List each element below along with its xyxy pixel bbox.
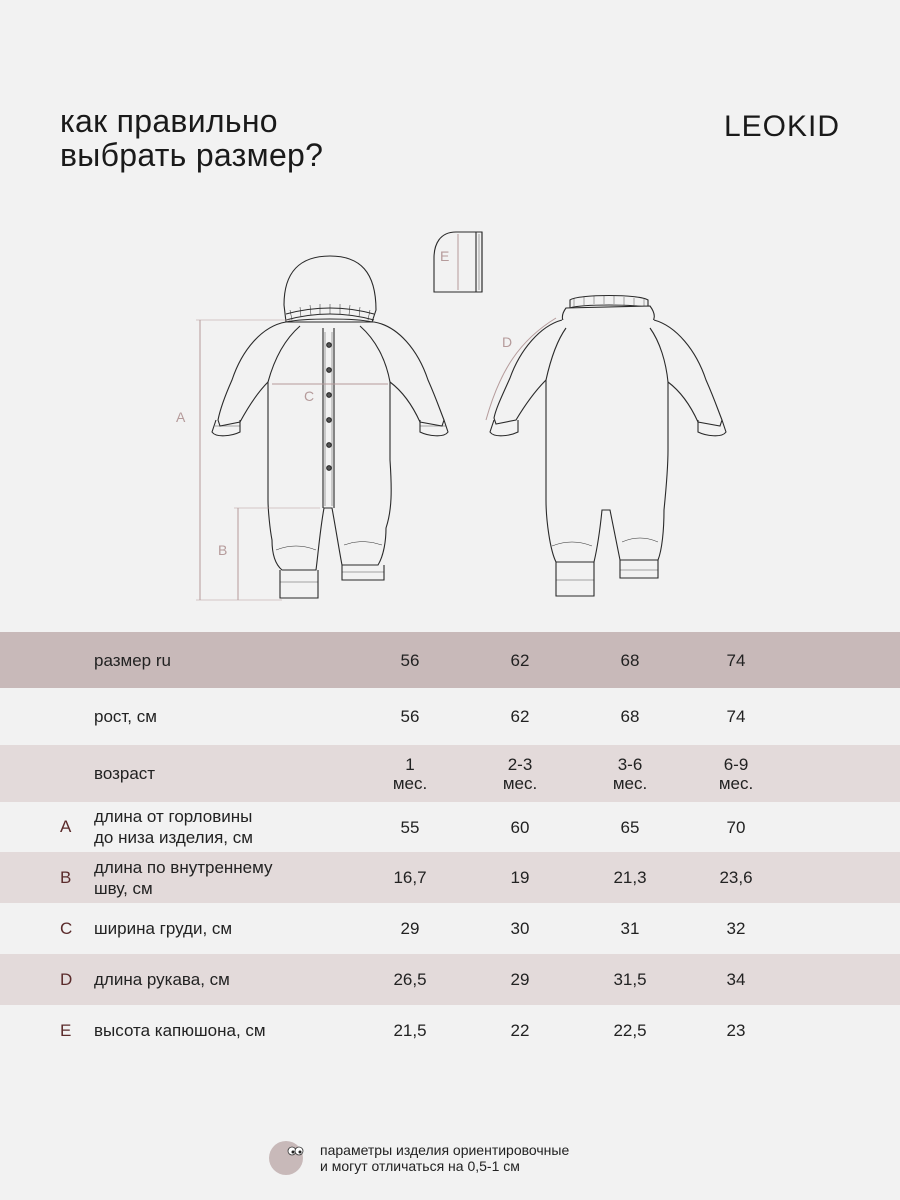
table-cell: 6-9 мес.	[718, 754, 754, 793]
jumpsuit-back-drawing	[490, 296, 726, 597]
table-cell: 22	[510, 1021, 530, 1040]
table-cell: 65	[620, 817, 640, 837]
table-cell: 19	[510, 868, 530, 887]
table-cell: 22,5	[613, 1021, 647, 1040]
label-e: E	[440, 248, 450, 264]
table-cell: 74	[726, 650, 746, 670]
row-letter: A	[60, 817, 72, 836]
table-row	[0, 632, 900, 688]
table-cell: 26,5	[393, 970, 427, 989]
table-cell: 68	[620, 650, 640, 670]
table-cell: 74	[726, 707, 746, 726]
table-cell: 21,3	[613, 868, 647, 887]
table-cell: 55	[400, 817, 420, 837]
table-cell: 16,7	[393, 868, 427, 887]
jumpsuit-front-drawing	[212, 256, 448, 598]
table-cell: 31	[620, 919, 640, 938]
row-letter: D	[60, 969, 73, 989]
brand-logo: LEOKID	[723, 110, 840, 143]
page-title-line2: выбрать размер?	[60, 137, 324, 173]
table-row	[0, 852, 900, 903]
table-cell: 56	[400, 707, 420, 726]
table-cell: 60	[510, 817, 530, 837]
row-label: размер ru	[94, 650, 171, 670]
footer-note-line1: параметры изделия ориентировочные	[320, 1142, 570, 1158]
table-cell: 3-6 мес.	[612, 754, 648, 793]
row-label: длина от горловины до низа изделия, см	[94, 807, 253, 847]
jumpsuit-illustration	[0, 210, 900, 610]
footer-note	[320, 1142, 569, 1174]
table-cell: 29	[510, 970, 530, 989]
row-letter: C	[60, 918, 73, 938]
leopard-mascot-icon	[268, 1138, 308, 1178]
label-a: A	[176, 409, 186, 425]
table-row	[0, 745, 900, 802]
label-c: C	[304, 388, 315, 404]
row-letter: E	[60, 1020, 72, 1040]
table-cell: 30	[510, 919, 530, 938]
row-label: рост, см	[94, 707, 157, 726]
row-label: высота капюшона, см	[94, 1021, 266, 1040]
table-cell: 21,5	[393, 1021, 427, 1040]
table-row	[0, 954, 900, 1005]
table-row	[0, 903, 900, 954]
table-cell: 2-3 мес.	[502, 754, 538, 793]
row-label: длина рукава, см	[94, 970, 230, 989]
table-row	[0, 1005, 900, 1056]
footer-note-line2: и могут отличаться на 0,5-1 см	[320, 1158, 520, 1174]
row-label: возраст	[94, 764, 156, 783]
table-cell: 70	[726, 817, 746, 837]
table-cell: 23	[726, 1021, 746, 1040]
row-letter: B	[60, 867, 72, 887]
table-cell: 34	[726, 970, 746, 989]
table-cell: 23,6	[719, 868, 753, 887]
table-cell: 32	[726, 919, 746, 938]
page-title	[60, 104, 323, 172]
label-d: D	[502, 334, 513, 350]
row-label: ширина груди, см	[94, 919, 233, 938]
row-label: длина по внутреннему шву, см	[94, 857, 273, 898]
table-cell: 31,5	[613, 970, 647, 989]
table-row	[0, 688, 900, 745]
table-cell: 62	[510, 650, 530, 670]
size-table	[0, 632, 900, 1056]
table-row	[0, 802, 900, 852]
table-cell: 56	[400, 650, 420, 670]
page-title-line1: как правильно	[60, 103, 278, 139]
label-b: B	[218, 542, 228, 558]
table-cell: 62	[510, 707, 530, 726]
table-cell: 29	[400, 919, 420, 938]
table-cell: 1 мес.	[392, 754, 428, 793]
table-cell: 68	[620, 707, 640, 726]
